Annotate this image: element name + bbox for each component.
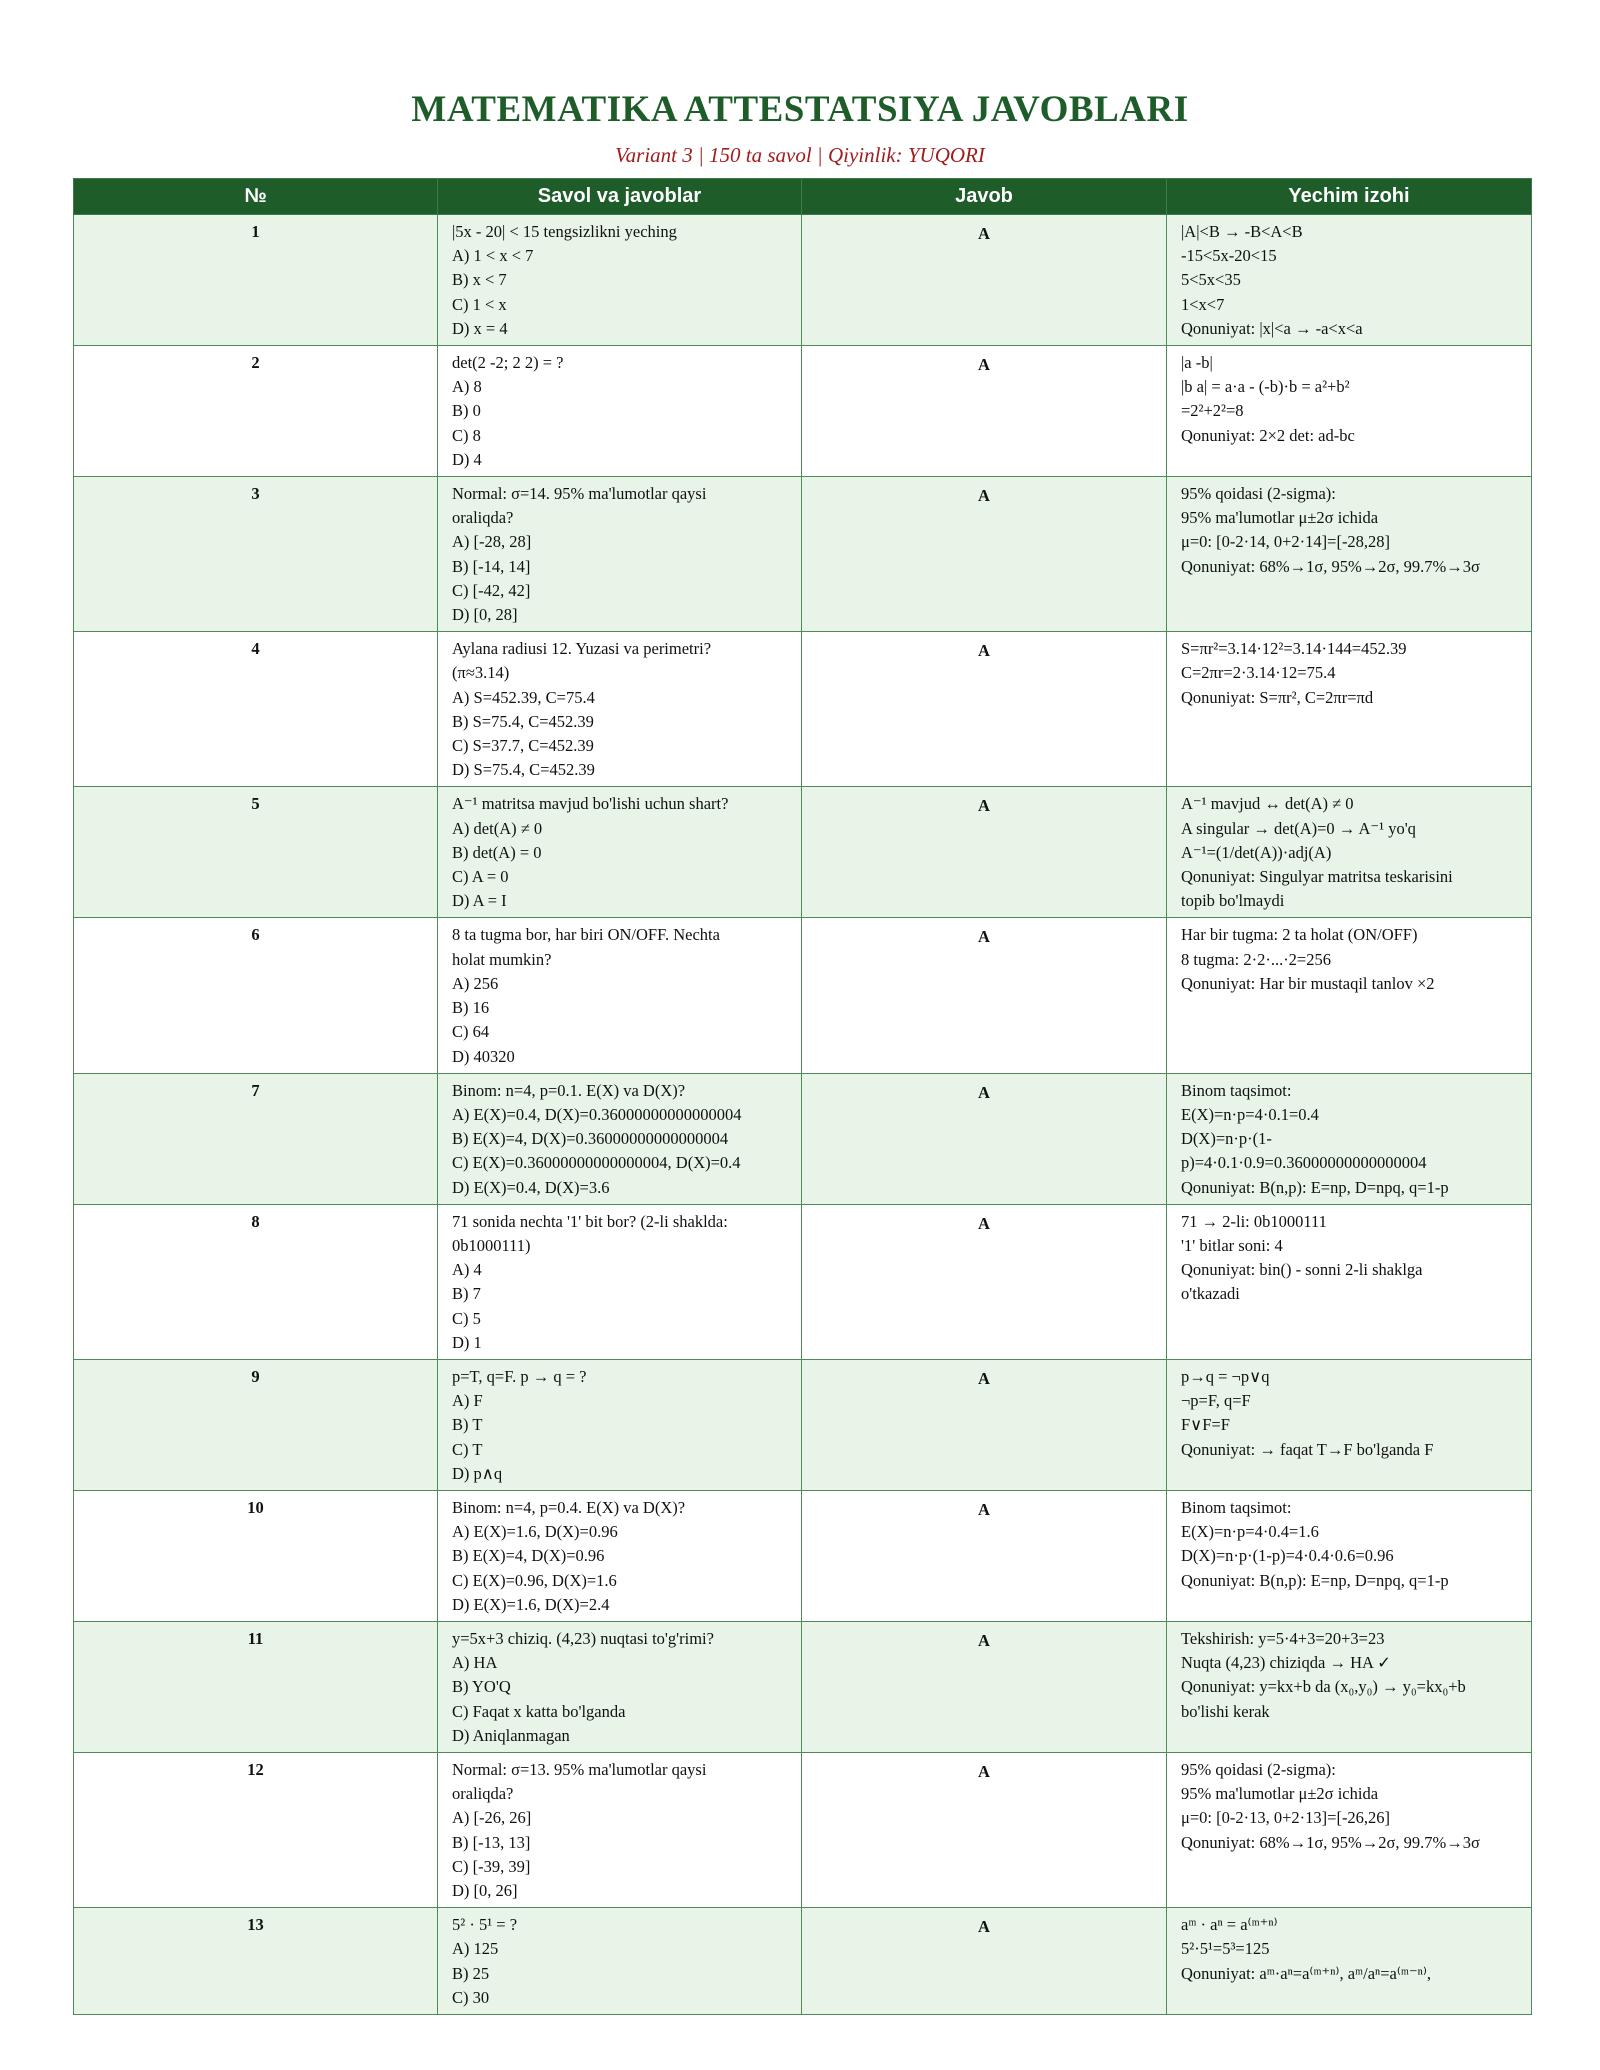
question-number: 3	[74, 477, 438, 632]
answer-option: B) 16	[452, 998, 490, 1018]
answer-option: A) S=452.39, C=75.4	[452, 687, 595, 707]
solution-cell	[1167, 1359, 1532, 1490]
solution-line: Nuqta (4,23) chiziqda → HA ✓	[1181, 1653, 1391, 1673]
answer-option: B) S=75.4, C=452.39	[452, 711, 594, 731]
solution-cell	[1167, 787, 1532, 918]
correct-answer-cell	[802, 1908, 1167, 2015]
question-text: Binom: n=4, p=0.4. E(X) va D(X)?	[452, 1497, 686, 1517]
answer-option: D) 40320	[452, 1046, 515, 1066]
correct-answer: A	[978, 224, 990, 243]
column-header-answer: Javob	[802, 179, 1167, 215]
table-body	[74, 215, 1532, 2015]
solution-line: 95% qoidasi (2-sigma):	[1181, 484, 1336, 504]
answer-option: D) E(X)=1.6, D(X)=2.4	[452, 1594, 610, 1614]
correct-answer: A	[978, 1630, 990, 1650]
question-text: p=T, q=F. p → q = ?	[452, 1366, 587, 1386]
question-cell	[438, 1490, 802, 1621]
answer-option: C) 1 < x	[452, 294, 507, 314]
answer-option: C) A = 0	[452, 867, 509, 887]
solution-line: bo'lishi kerak	[1181, 1701, 1270, 1721]
question-text: Binom: n=4, p=0.1. E(X) va D(X)?	[452, 1080, 686, 1100]
answer-option: D) S=75.4, C=452.39	[452, 760, 595, 780]
solution-line: Qonuniyat: aᵐ·aⁿ=a⁽ᵐ⁺ⁿ⁾, aᵐ/aⁿ=a⁽ᵐ⁻ⁿ⁾,	[1181, 1963, 1432, 1983]
solution-line: 1<x<7	[1181, 294, 1225, 314]
correct-answer-cell	[802, 477, 1167, 632]
solution-line: topib bo'lmaydi	[1181, 891, 1285, 911]
answer-option: C) 30	[452, 1987, 490, 2007]
table-row	[74, 1359, 1532, 1490]
answer-option: C) 8	[452, 425, 481, 445]
solution-line: D(X)=n·p·(1-	[1181, 1129, 1272, 1149]
answer-option: A) 4	[452, 1260, 482, 1280]
correct-answer: A	[978, 796, 990, 816]
correct-answer: A	[978, 1761, 990, 1781]
answer-option: A) 125	[452, 1939, 499, 1959]
answer-option: A) det(A) ≠ 0	[452, 818, 543, 838]
solution-line: ¬p=F, q=F	[1181, 1391, 1251, 1411]
solution-line: Qonuniyat: B(n,p): E=np, D=npq, q=1-p	[1181, 1570, 1449, 1590]
solution-line: 95% ma'lumotlar μ±2σ ichida	[1181, 1784, 1379, 1804]
answer-option: B) det(A) = 0	[452, 842, 542, 862]
correct-answer: A	[978, 486, 990, 506]
answer-option: D) p∧q	[452, 1463, 503, 1483]
table-row	[74, 1073, 1532, 1204]
solution-line: p→q = ¬p∨q	[1181, 1366, 1270, 1386]
table-row	[74, 215, 1532, 346]
question-text: oraliqda?	[452, 1784, 514, 1804]
question-number: 7	[74, 1073, 438, 1204]
question-cell	[438, 1073, 802, 1204]
question-text: 8 ta tugma bor, har biri ON/OFF. Nechta	[452, 925, 720, 945]
solution-line: F∨F=F	[1181, 1415, 1230, 1435]
correct-answer: A	[978, 927, 990, 947]
solution-cell	[1167, 346, 1532, 477]
solution-line: A singular → det(A)=0 → A⁻¹ yo'q	[1181, 818, 1416, 838]
answer-option: C) E(X)=0.36000000000000004, D(X)=0.4	[452, 1153, 741, 1173]
solution-line: Qonuniyat: B(n,p): E=np, D=npq, q=1-p	[1181, 1177, 1449, 1197]
correct-answer-cell	[802, 918, 1167, 1073]
solution-line: Qonuniyat: Singulyar matritsa teskarisini	[1181, 867, 1453, 887]
solution-cell	[1167, 918, 1532, 1073]
question-cell	[438, 346, 802, 477]
solution-line: 71 → 2-li: 0b1000111	[1181, 1211, 1327, 1231]
column-header-solution: Yechim izohi	[1167, 179, 1532, 215]
question-text: 71 sonida nechta '1' bit bor? (2-li shaklda:	[452, 1211, 728, 1231]
question-text: Normal: σ=14. 95% ma'lumotlar qaysi	[452, 484, 707, 504]
solution-line: E(X)=n·p=4·0.4=1.6	[1181, 1522, 1319, 1542]
question-number: 13	[74, 1908, 438, 2015]
answer-option: B) [-14, 14]	[452, 556, 531, 576]
answer-option: D) E(X)=0.4, D(X)=3.6	[452, 1177, 610, 1197]
correct-answer-cell	[802, 787, 1167, 918]
answer-option: D) 4	[452, 449, 482, 469]
question-number: 9	[74, 1359, 438, 1490]
answer-option: A) 256	[452, 973, 499, 993]
answer-option: D) 1	[452, 1332, 482, 1352]
question-text: Normal: σ=13. 95% ma'lumotlar qaysi	[452, 1759, 707, 1779]
question-text: (π≈3.14)	[452, 663, 510, 683]
question-number: 10	[74, 1490, 438, 1621]
question-cell	[438, 1908, 802, 2015]
answer-option: C) [-39, 39]	[452, 1856, 531, 1876]
answer-option: C) S=37.7, C=452.39	[452, 736, 594, 756]
question-number: 5	[74, 787, 438, 918]
answer-option: A) E(X)=0.4, D(X)=0.36000000000000004	[452, 1104, 742, 1124]
solution-line: Qonuniyat: y=kx+b da (x₀,y₀) → y₀=kx₀+b	[1181, 1677, 1466, 1697]
answer-option: A) 1 < x < 7	[452, 246, 534, 266]
correct-answer-cell	[802, 632, 1167, 787]
answer-option: C) 5	[452, 1308, 481, 1328]
table-row	[74, 1621, 1532, 1752]
solution-line: aᵐ · aⁿ = a⁽ᵐ⁺ⁿ⁾	[1181, 1915, 1278, 1935]
answer-option: B) E(X)=4, D(X)=0.96	[452, 1546, 605, 1566]
solution-line: -15<5x-20<15	[1181, 246, 1277, 266]
solution-line: Qonuniyat: bin() - sonni 2-li shaklga	[1181, 1260, 1423, 1280]
question-text: Aylana radiusi 12. Yuzasi va perimetri?	[452, 639, 712, 659]
solution-line: '1' bitlar soni: 4	[1181, 1235, 1283, 1255]
answer-option: D) x = 4	[452, 318, 508, 338]
correct-answer: A	[978, 1499, 990, 1519]
table-row	[74, 1490, 1532, 1621]
solution-cell	[1167, 1073, 1532, 1204]
solution-line: E(X)=n·p=4·0.1=0.4	[1181, 1104, 1319, 1124]
answer-option: B) 25	[452, 1963, 490, 1983]
question-cell	[438, 1204, 802, 1359]
answer-option: D) [0, 28]	[452, 605, 518, 625]
solution-cell	[1167, 632, 1532, 787]
answers-table	[73, 178, 1532, 2015]
answer-option: A) 8	[452, 377, 482, 397]
solution-line: Qonuniyat: 2×2 det: ad-bc	[1181, 425, 1355, 445]
table-row	[74, 918, 1532, 1073]
answer-option: C) E(X)=0.96, D(X)=1.6	[452, 1570, 617, 1590]
solution-line: S=πr²=3.14·12²=3.14·144=452.39	[1181, 639, 1407, 659]
solution-line: A⁻¹ mavjud ↔ det(A) ≠ 0	[1181, 794, 1354, 814]
answer-option: A) [-26, 26]	[452, 1808, 532, 1828]
answer-option: A) E(X)=1.6, D(X)=0.96	[452, 1522, 618, 1542]
solution-line: o'tkazadi	[1181, 1284, 1240, 1304]
question-cell	[438, 215, 802, 346]
solution-cell	[1167, 1752, 1532, 1907]
table-row	[74, 632, 1532, 787]
answer-option: B) 0	[452, 401, 481, 421]
question-number: 12	[74, 1752, 438, 1907]
table-row	[74, 477, 1532, 632]
answer-option: B) x < 7	[452, 270, 507, 290]
question-cell	[438, 632, 802, 787]
table-row	[74, 1752, 1532, 1907]
correct-answer-cell	[802, 1621, 1167, 1752]
solution-line: =2²+2²=8	[1181, 401, 1244, 421]
solution-line: 8 tugma: 2·2·...·2=256	[1181, 949, 1331, 969]
question-number: 4	[74, 632, 438, 787]
solution-cell	[1167, 1204, 1532, 1359]
correct-answer: A	[978, 1368, 990, 1388]
answer-option: C) 64	[452, 1022, 490, 1042]
correct-answer-cell	[802, 1073, 1167, 1204]
question-number: 6	[74, 918, 438, 1073]
solution-line: Har bir tugma: 2 ta holat (ON/OFF)	[1181, 925, 1418, 945]
question-text: |5x - 20| < 15 tengsizlikni yeching	[452, 222, 677, 241]
question-text: 0b1000111)	[452, 1235, 531, 1255]
question-cell	[438, 1752, 802, 1907]
solution-line: 5²·5¹=5³=125	[1181, 1939, 1270, 1959]
question-text: det(2 -2; 2 2) = ?	[452, 353, 564, 373]
solution-line: 95% ma'lumotlar μ±2σ ichida	[1181, 508, 1379, 528]
question-number: 8	[74, 1204, 438, 1359]
correct-answer-cell	[802, 1204, 1167, 1359]
page-subtitle: Variant 3 | 150 ta savol | Qiyinlik: YUQORI	[615, 143, 985, 167]
answer-option: C) Faqat x katta bo'lganda	[452, 1701, 626, 1721]
answer-option: B) [-13, 13]	[452, 1832, 531, 1852]
answer-option: B) T	[452, 1415, 483, 1435]
solution-line: Qonuniyat: → faqat T→F bo'lganda F	[1181, 1439, 1434, 1459]
solution-line: Qonuniyat: S=πr², C=2πr=πd	[1181, 687, 1374, 707]
solution-line: Qonuniyat: 68%→1σ, 95%→2σ, 99.7%→3σ	[1181, 556, 1480, 576]
correct-answer-cell	[802, 1359, 1167, 1490]
answer-option: C) [-42, 42]	[452, 580, 531, 600]
solution-line: |b a| = a·a - (-b)·b = a²+b²	[1181, 377, 1350, 397]
answer-option: A) [-28, 28]	[452, 532, 532, 552]
solution-line: A⁻¹=(1/det(A))·adj(A)	[1181, 842, 1332, 862]
solution-line: 5<5x<35	[1181, 270, 1241, 290]
question-cell	[438, 1359, 802, 1490]
correct-answer: A	[978, 1082, 990, 1102]
solution-line: |A|<B → -B<A<B	[1181, 222, 1303, 241]
answer-option: C) T	[452, 1439, 483, 1459]
solution-line: Qonuniyat: 68%→1σ, 95%→2σ, 99.7%→3σ	[1181, 1832, 1480, 1852]
correct-answer-cell	[802, 346, 1167, 477]
answer-option: D) [0, 26]	[452, 1881, 518, 1900]
answer-option: B) E(X)=4, D(X)=0.36000000000000004	[452, 1129, 729, 1149]
question-text: 5² · 5¹ = ?	[452, 1915, 518, 1935]
correct-answer: A	[978, 641, 990, 661]
question-number: 11	[74, 1621, 438, 1752]
solution-line: Binom taqsimot:	[1181, 1080, 1292, 1100]
question-text: holat mumkin?	[452, 949, 552, 969]
solution-cell	[1167, 1908, 1532, 2015]
table-row	[74, 1204, 1532, 1359]
solution-line: C=2πr=2·3.14·12=75.4	[1181, 663, 1336, 683]
answer-option: B) 7	[452, 1284, 481, 1304]
table-header-row	[74, 179, 1532, 215]
question-number: 1	[74, 215, 438, 346]
solution-line: 95% qoidasi (2-sigma):	[1181, 1759, 1336, 1779]
correct-answer: A	[978, 355, 990, 375]
solution-cell	[1167, 1621, 1532, 1752]
column-header-question: Savol va javoblar	[438, 179, 802, 215]
question-cell	[438, 1621, 802, 1752]
table-row	[74, 346, 1532, 477]
question-cell	[438, 918, 802, 1073]
solution-line: μ=0: [0-2·13, 0+2·13]=[-26,26]	[1181, 1808, 1391, 1828]
correct-answer-cell	[802, 215, 1167, 346]
solution-line: μ=0: [0-2·14, 0+2·14]=[-28,28]	[1181, 532, 1391, 552]
solution-line: Qonuniyat: |x|<a → -a<x<a	[1181, 318, 1363, 338]
correct-answer-cell	[802, 1490, 1167, 1621]
answer-option: A) HA	[452, 1653, 498, 1673]
solution-cell	[1167, 215, 1532, 346]
question-cell	[438, 787, 802, 918]
solution-cell	[1167, 477, 1532, 632]
question-text: A⁻¹ matritsa mavjud bo'lishi uchun shart?	[452, 794, 729, 814]
solution-line: |a -b|	[1181, 353, 1213, 373]
answer-option: D) Aniqlanmagan	[452, 1725, 570, 1745]
question-number: 2	[74, 346, 438, 477]
solution-line: Qonuniyat: Har bir mustaqil tanlov ×2	[1181, 973, 1435, 993]
answer-option: A) F	[452, 1391, 483, 1411]
question-text: oraliqda?	[452, 508, 514, 528]
solution-cell	[1167, 1490, 1532, 1621]
solution-line: Binom taqsimot:	[1181, 1497, 1292, 1517]
correct-answer-cell	[802, 1752, 1167, 1907]
solution-line: D(X)=n·p·(1-p)=4·0.4·0.6=0.96	[1181, 1546, 1394, 1566]
table-row	[74, 787, 1532, 918]
page-title: MATEMATIKA ATTESTATSIYA JAVOBLARI	[411, 89, 1189, 130]
question-text: y=5x+3 chiziq. (4,23) nuqtasi to'g'rimi?	[452, 1628, 714, 1648]
table-row	[74, 1908, 1532, 2015]
answer-option: B) YO'Q	[452, 1677, 511, 1697]
column-header-number: №	[74, 179, 438, 215]
solution-line: p)=4·0.1·0.9=0.36000000000000004	[1181, 1153, 1427, 1173]
question-cell	[438, 477, 802, 632]
solution-line: Tekshirish: y=5·4+3=20+3=23	[1181, 1628, 1385, 1648]
answer-option: D) A = I	[452, 891, 507, 911]
correct-answer: A	[978, 1213, 990, 1233]
correct-answer: A	[978, 1917, 990, 1937]
